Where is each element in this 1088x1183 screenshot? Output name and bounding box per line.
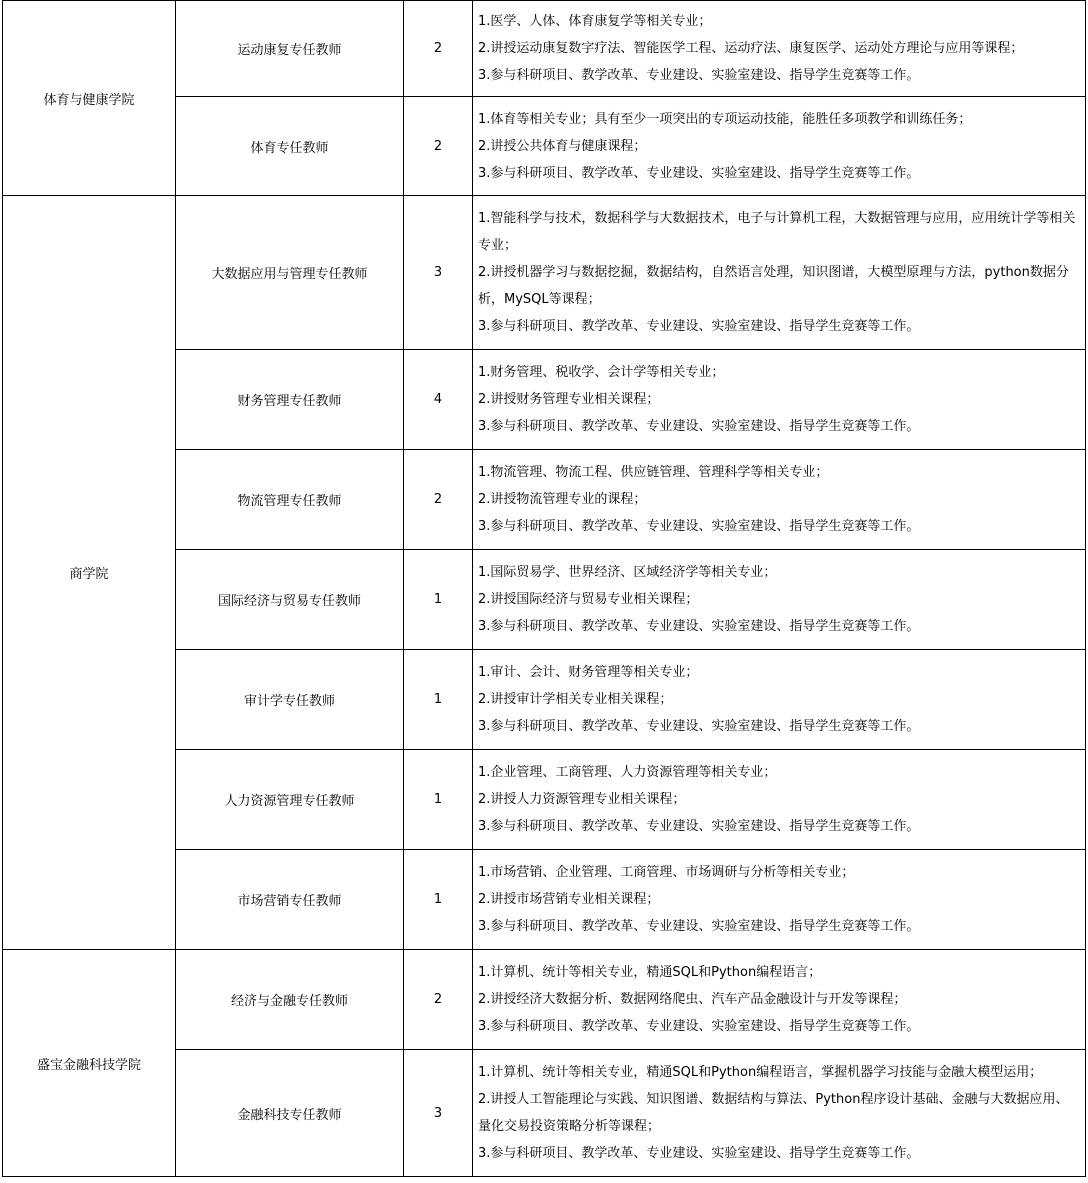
headcount-cell: 2 [404,450,473,550]
requirement-line: 3.参与科研项目、教学改革、专业建设、实验室建设、指导学生竞赛等工作。 [478,619,920,634]
requirement-line: 1.财务管理、税收学、会计学等相关专业； [478,365,725,380]
requirement-line: 3.参与科研项目、教学改革、专业建设、实验室建设、指导学生竞赛等工作。 [478,1019,920,1034]
position-title-cell: 运动康复专任教师 [176,1,404,97]
requirement-line: 3.参与科研项目、教学改革、专业建设、实验室建设、指导学生竞赛等工作。 [478,719,920,734]
requirement-line: 2.讲授国际经济与贸易专业相关课程； [478,592,699,607]
requirement-line: 2.讲授财务管理专业相关课程； [478,392,660,407]
position-title-cell: 人力资源管理专任教师 [176,750,404,850]
requirement-line: 2.讲授审计学相关专业相关课程； [478,692,673,707]
requirement-line: 1.智能科学与技术，数据科学与大数据技术，电子与计算机工程，大数据管理与应用，应用统计学等相关专业； [478,211,1076,253]
requirement-line: 2.讲授运动康复数字疗法、智能医学工程、运动疗法、康复医学、运动处方理论与应用等课程； [478,41,1024,56]
headcount-cell: 1 [404,650,473,750]
requirement-line: 1.企业管理、工商管理、人力资源管理等相关专业； [478,765,777,780]
position-title-cell: 物流管理专任教师 [176,450,404,550]
requirements-cell [473,650,1086,750]
requirement-line: 3.参与科研项目、教学改革、专业建设、实验室建设、指导学生竞赛等工作。 [478,319,920,334]
requirement-line: 2.讲授机器学习与数据挖掘，数据结构，自然语言处理，知识图谱，大模型原理与方法，python数据分析，MySQL等课程； [478,265,1069,307]
position-title-cell: 审计学专任教师 [176,650,404,750]
recruitment-table [2,0,1086,1177]
requirements-cell [473,950,1086,1050]
requirements-cell [473,1050,1086,1177]
requirement-line: 2.讲授市场营销专业相关课程； [478,892,660,907]
college-cell: 体育与健康学院 [3,1,176,196]
requirements-cell [473,97,1086,196]
headcount-cell: 2 [404,950,473,1050]
requirement-line: 1.审计、会计、财务管理等相关专业； [478,665,699,680]
requirement-line: 2.讲授人力资源管理专业相关课程； [478,792,686,807]
requirement-line: 1.物流管理、物流工程、供应链管理、管理科学等相关专业； [478,465,829,480]
table-row [3,196,1086,350]
headcount-cell: 1 [404,750,473,850]
requirement-line: 3.参与科研项目、教学改革、专业建设、实验室建设、指导学生竞赛等工作。 [478,68,920,83]
headcount-cell: 3 [404,196,473,350]
table-row [3,1,1086,97]
requirement-line: 2.讲授物流管理专业的课程； [478,492,647,507]
position-title-cell: 大数据应用与管理专任教师 [176,196,404,350]
headcount-cell: 2 [404,97,473,196]
requirements-cell [473,550,1086,650]
requirement-line: 3.参与科研项目、教学改革、专业建设、实验室建设、指导学生竞赛等工作。 [478,519,920,534]
requirements-cell [473,1,1086,97]
requirement-line: 1.计算机、统计等相关专业，精通SQL和Python编程语言，掌握机器学习技能与金融大模型运用； [478,1065,1043,1080]
requirements-cell [473,450,1086,550]
requirement-line: 1.体育等相关专业；具有至少一项突出的专项运动技能，能胜任多项教学和训练任务； [478,111,972,127]
requirement-line: 1.医学、人体、体育康复学等相关专业； [478,14,712,29]
table-body [3,1,1086,1177]
headcount-cell: 4 [404,350,473,450]
requirement-line: 3.参与科研项目、教学改革、专业建设、实验室建设、指导学生竞赛等工作。 [478,419,920,434]
college-cell: 盛宝金融科技学院 [3,950,176,1177]
college-cell: 商学院 [3,196,176,950]
requirements-cell [473,850,1086,950]
position-title-cell: 体育专任教师 [176,97,404,196]
position-title-cell: 财务管理专任教师 [176,350,404,450]
requirement-line: 1.计算机、统计等相关专业，精通SQL和Python编程语言； [478,965,822,980]
position-title-cell: 国际经济与贸易专任教师 [176,550,404,650]
position-title-cell: 经济与金融专任教师 [176,950,404,1050]
requirements-cell [473,750,1086,850]
requirements-cell [473,196,1086,350]
position-title-cell: 金融科技专任教师 [176,1050,404,1177]
requirement-line: 3.参与科研项目、教学改革、专业建设、实验室建设、指导学生竞赛等工作。 [478,165,920,181]
table-row [3,950,1086,1050]
headcount-cell: 2 [404,1,473,97]
requirement-line: 1.国际贸易学、世界经济、区域经济学等相关专业； [478,565,777,580]
requirement-line: 2.讲授经济大数据分析、数据网络爬虫、汽车产品金融设计与开发等课程； [478,992,907,1007]
requirement-line: 3.参与科研项目、教学改革、专业建设、实验室建设、指导学生竞赛等工作。 [478,1146,920,1161]
requirement-line: 2.讲授公共体育与健康课程； [478,138,647,154]
requirement-line: 1.市场营销、企业管理、工商管理、市场调研与分析等相关专业； [478,865,855,880]
requirement-line: 3.参与科研项目、教学改革、专业建设、实验室建设、指导学生竞赛等工作。 [478,819,920,834]
headcount-cell: 1 [404,850,473,950]
headcount-cell: 1 [404,550,473,650]
requirements-cell [473,350,1086,450]
position-title-cell: 市场营销专任教师 [176,850,404,950]
requirement-line: 2.讲授人工智能理论与实践、知识图谱、数据结构与算法、Python程序设计基础、金融与大数据应用、量化交易投资策略分析等课程； [478,1092,1069,1134]
requirement-line: 3.参与科研项目、教学改革、专业建设、实验室建设、指导学生竞赛等工作。 [478,919,920,934]
headcount-cell: 3 [404,1050,473,1177]
